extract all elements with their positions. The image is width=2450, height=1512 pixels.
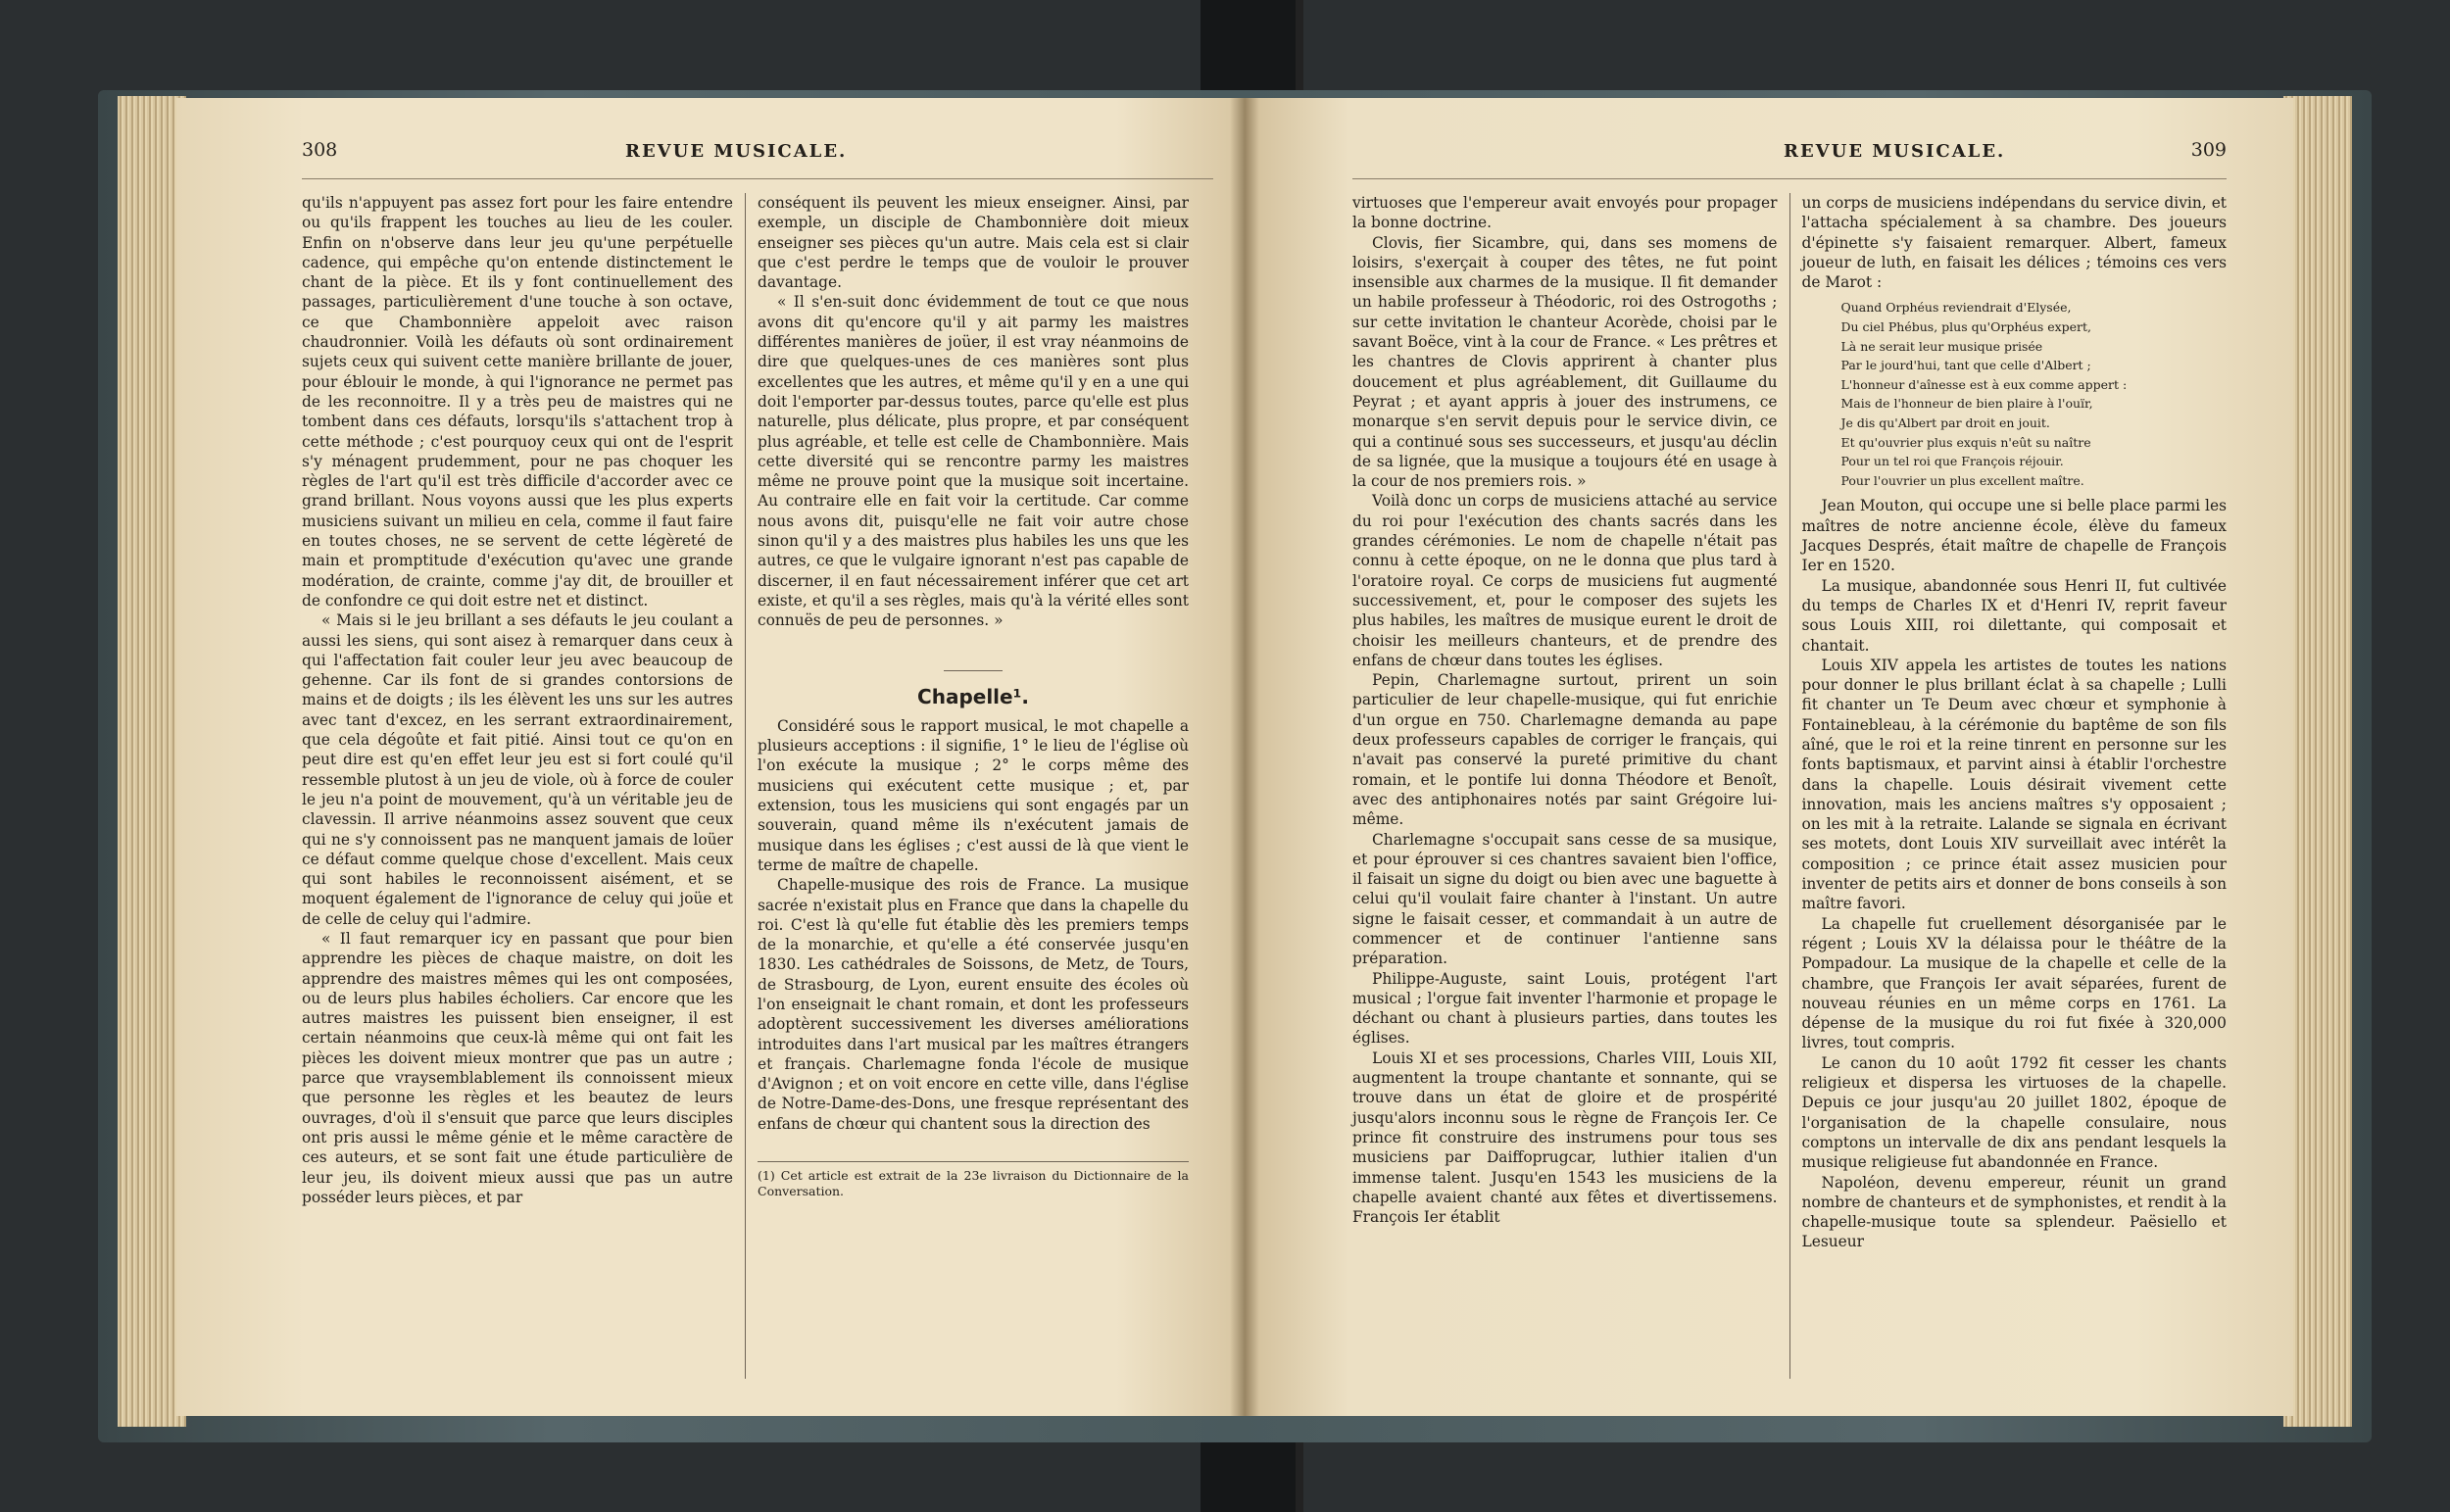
column-rule xyxy=(1789,193,1790,1379)
poem-line: Et qu'ouvrier plus exquis n'eût su naître xyxy=(1840,434,2091,450)
paragraph: conséquent ils peuvent les mieux enseigner. Ainsi, par exemple, un disciple de Chambonnière doit mieux enseigner ses pièces qu'un autre. Mais cela est si clair que c'est perdre le temps que de vouloir le prouver davantage. xyxy=(758,194,1189,292)
poem-line: Là ne serait leur musique prisée xyxy=(1840,338,2043,354)
paragraph: Voilà donc un corps de musiciens attaché au service du roi pour l'exécution des chants sacrés dans les grandes cérémonies. Le nom de chapelle n'était pas connu à cette époque, on ne le donna que plus tard à l'oratoire royal. Ce corps de musiciens fut augmenté successivement, et, pour le composer des sujets les plus habiles, les maîtres de musique eurent le droit de choisir les meilleurs chanteurs, et de prendre des enfans de chœur dans toutes les églises. xyxy=(1352,492,1778,669)
column-left xyxy=(302,193,733,1379)
page-number: 308 xyxy=(302,139,338,161)
paragraph: La chapelle fut cruellement désorganisée par le régent ; Louis XV la délaissa pour le théâtre de la Pompadour. La musique de la chapelle et celle de la chambre, que François Ier avait séparées, furent de nouveau réunies en un même corps en 1761. La dépense de la musique du roi fut fixée à 320,000 livres, tout compris. xyxy=(1801,914,2227,1052)
section-title: Chapelle¹. xyxy=(917,684,1029,708)
running-title: REVUE MUSICALE. xyxy=(625,141,848,162)
column-right xyxy=(758,193,1189,1379)
paragraph: Charlemagne s'occupait sans cesse de sa musique, et pour éprouver si ces chantres savaient bien l'office, il faisait un signe du doigt ou bien avec une baguette à celui qu'il voulait faire chanter à l'instant. Un autre signe le faisait cesser, et commandait à un autre de commencer et de continuer l'antienne sans préparation. xyxy=(1352,830,1778,968)
poem-line: Mais de l'honneur de bien plaire à l'ouïr, xyxy=(1840,396,2093,412)
paragraph: Louis XIV appela les artistes de toutes les nations pour donner le plus brillant éclat à sa chapelle ; Lulli fit chanter un Te Deum avec chœur et symphonie à Fontainebleau, à la cérémonie du baptême de son fils aîné, que le roi et la reine tinrent en personne sur les fonts baptismaux, et parvint ainsi à établir l'orchestre dans la chapelle. Louis désirait vivement cette innovation, mais les anciens maîtres s'y opposaient ; on les mit à la retraite. Lalande se signala en écrivant ses motets, dont Louis XIV surveillait avec intérêt la composition ; ce prince était assez musicien pour inventer de petits airs et donner de bons conseils à son maître favori. xyxy=(1801,656,2227,913)
paragraph: virtuoses que l'empereur avait envoyés pour propager la bonne doctrine. xyxy=(1352,194,1778,232)
column-rule xyxy=(745,193,746,1379)
paragraph: Jean Mouton, qui occupe une si belle place parmi les maîtres de notre ancienne école, élève du fameux Jacques Després, était maître de chapelle de François Ier en 1520. xyxy=(1801,497,2227,575)
poem-line: Quand Orphéus reviendrait d'Elysée, xyxy=(1840,300,2072,316)
section-separator xyxy=(944,670,1003,671)
paragraph: Pepin, Charlemagne surtout, prirent un soin particulier de leur chapelle-musique, qui fut enrichie d'un orgue en 750. Charlemagne demanda au pape deux professeurs capables de corriger le français, qui n'avait pas conservé la pureté primitive du chant romain, et le pontife lui donna Théodore et Benoît, avec des antiphonaires notés par saint Grégoire lui-même. xyxy=(1352,671,1778,829)
poem-line: Pour l'ouvrier un plus excellent maître. xyxy=(1840,472,2084,488)
footnote: (1) Cet article est extrait de la 23e livraison du Dictionnaire de la Conversation. xyxy=(758,1161,1189,1199)
page-number: 309 xyxy=(2190,139,2227,161)
right-page xyxy=(1245,98,2293,1416)
paragraph: Napoléon, devenu empereur, réunit un grand nombre de chanteurs et de symphonistes, et rendit à la chapelle-musique toute sa splendeur. Paësiello et Lesueur xyxy=(1801,1173,2227,1251)
paragraph: « Il faut remarquer icy en passant que pour bien apprendre les pièces de chaque maistre, on doit les apprendre des maistres mêmes qui les ont composées, ou de leurs plus habiles écholiers. Car encore que les autres maistres les puissent bien enseigner, il est certain néanmoins que ceux-là même qui ont fait les pièces les doivent mieux montrer que pas un autre ; parce que vraysemblablement ils connoissent mieux que personne les règles et les beautez de leurs ouvrages, d'où il s'ensuit que parce que leurs disciples ont pris aussi le même génie et le même caractère de ces auteurs, et se sont fait une étude particulière de leur jeu, ils doivent mieux aussi que pas un autre posséder leurs pièces, et par xyxy=(302,929,733,1206)
paragraph: Chapelle-musique des rois de France. La musique sacrée n'existait plus en France que dans la chapelle du roi. C'est là qu'elle fut établie dès les premiers temps de la monarchie, et qu'elle a été conservée jusqu'en 1830. Les cathédrales de Soissons, de Metz, de Tours, de Strasbourg, de Lyon, eurent ensuite des écoles où l'on enseignait le chant romain, et dont les professeurs adoptèrent successivement les diverses améliorations introduites dans l'art musical par les maîtres étrangers et français. Charlemagne fonda l'école de musique d'Avignon ; et on voit encore en cette ville, dans l'église de Notre-Dame-des-Dons, une fresque représentant des enfans de chœur qui chantent sous la direction des xyxy=(758,876,1189,1133)
column-left xyxy=(1352,193,1778,1379)
poem-line: L'honneur d'aînesse est à eux comme appert : xyxy=(1840,376,2128,392)
text-columns xyxy=(1352,193,2227,1379)
paragraph: Philippe-Auguste, saint Louis, protégent l'art musical ; l'orgue fait inventer l'harmonie et propage le déchant ou chant à plusieurs parties, dans toutes les églises. xyxy=(1352,969,1778,1048)
poem xyxy=(1801,298,2227,490)
book-gutter-shadow xyxy=(1230,98,1259,1416)
left-page xyxy=(176,98,1245,1416)
paragraph: « Mais si le jeu brillant a ses défauts le jeu coulant a aussi les siens, qui sont aisez à remarquer dans ceux à qui l'affectation fait couler leur jeu avec beaucoup de gehenne. Car ils font de si grandes contorsions de mains et de doigts ; ils les élèvent les uns sur les autres avec tant d'excez, en les serrant extraordinairement, que cela dégoûte et fait pitié. Ainsi tout ce qu'on en peut dire est qu'en effet leur jeu est si fort coulé qu'il ressemble plutost à un jeu de viole, où à force de couler le jeu n'a point de mouvement, qu'à un véritable jeu de clavessin. Il arrive néanmoins assez souvent que ceux qui ne s'y connoissent pas ne manquent jamais de loüer ce défaut comme quelque chose d'excellent. Mais ceux qui sont habiles le reconnoissent aisément, et se moquent également de l'ignorance de celuy qui joüe et de celle de celuy qui l'admire. xyxy=(302,611,733,928)
paragraph: Le canon du 10 août 1792 fit cesser les chants religieux et dispersa les virtuoses de la chapelle. Depuis ce jour jusqu'au 20 juillet 1802, époque de l'organisation de la chapelle consulaire, nous comptons un intervalle de dix ans pendant lesquels la musique religieuse fut abandonnée en France. xyxy=(1801,1053,2227,1172)
paragraph: Considéré sous le rapport musical, le mot chapelle a plusieurs acceptions : il signifie, 1° le lieu de l'église où l'on exécute la musique ; 2° le corps même des musiciens qui exécutent cette musique ; et, par extension, tous les musiciens qui sont engagés par un souverain, quand même ils n'exécutent jamais de musique dans les églises ; c'est aussi de là que vient le terme de maître de chapelle. xyxy=(758,716,1189,874)
column-right xyxy=(1801,193,2227,1379)
poem-line: Pour un tel roi que François réjouir. xyxy=(1840,454,2064,469)
paragraph: « Il s'en-suit donc évidemment de tout ce que nous avons dit qu'encore qu'il y ait parmy les maistres différentes manières de joüer, il est vray néanmoins de dire que quelques-unes de ces manières sont plus excellentes que les autres, et même qu'il y en a une qui doit l'emporter par-dessus toutes, parce qu'elle est plus naturelle, plus délicate, plus propre, et par conséquent plus agréable, et telle est celle de Chambonnière. Mais cette diversité qui se rencontre parmy les maistres même ne prouve point que la musique soit incertaine. Au contraire elle en fait voir la certitude. Car comme nous avons dit, puisqu'elle ne fait voir autre chose sinon qu'il y a des maistres plus habiles les uns que les autres, ce que le vulgaire ignorant n'est pas capable de discerner, il en faut nécessairement inférer que cet art existe, et qu'il a ses règles, mais qu'à la vérité elles sont connuës de peu de personnes. » xyxy=(758,293,1189,630)
paragraph: un corps de musiciens indépendans du service divin, et l'attacha spécialement à sa chambre. Des joueurs d'épinette s'y faisaient remarquer. Albert, fameux joueur de luth, en faisait les délices ; témoins ces vers de Marot : xyxy=(1801,194,2227,292)
poem-line: Par le jourd'hui, tant que celle d'Albert ; xyxy=(1840,358,2091,373)
text-columns xyxy=(302,193,1213,1379)
paragraph: La musique, abandonnée sous Henri II, fut cultivée du temps de Charles IX et d'Henri IV, reprit faveur sous Louis XIII, roi dilettante, qui composait et chantait. xyxy=(1801,576,2227,655)
running-title: REVUE MUSICALE. xyxy=(1784,141,2006,162)
poem-line: Je dis qu'Albert par droit en jouit. xyxy=(1840,415,2050,431)
page-header xyxy=(302,139,1213,179)
paragraph: Louis XI et ses processions, Charles VIII, Louis XII, augmentent la troupe chantante et sonnante, qui se trouve dans un état de gloire et de prospérité jusqu'alors inconnu sous le règne de François Ier. Ce prince fit construire des instrumens pour tous ses musiciens par Daiffoprugcar, luthier italien d'un immense talent. Jusqu'en 1543 les musiciens de la chapelle avaient chanté aux fêtes et divertissemens. François Ier établit xyxy=(1352,1049,1778,1227)
paragraph: Clovis, fier Sicambre, qui, dans ses momens de loisirs, s'exerçait à couper des têtes, ne fut point insensible aux charmes de la musique. Il fit demander un habile professeur à Théodoric, roi des Ostrogoths ; sur cette invitation le chanteur Acorède, choisi par le savant Boëce, vint à la cour de France. « Les prêtres et les chantres de Clovis apprirent à chanter plus doucement et plus agréablement, dit Guillaume du Peyrat ; et ayant appris à jouer des instrumens, ce monarque s'en servit depuis pour le service divin, ce qui a continué sous ses successeurs, et jusqu'au déclin de sa lignée, que la musique a toujours été en usage à la cour de nos premiers rois. » xyxy=(1352,233,1778,491)
page-header xyxy=(1352,139,2227,179)
poem-line: Du ciel Phébus, plus qu'Orphéus expert, xyxy=(1840,319,2092,335)
paragraph: qu'ils n'appuyent pas assez fort pour les faire entendre ou qu'ils frappent les touches au lieu de les couler. Enfin on n'observe dans leur jeu qu'une perpétuelle cadence, qui empêche qu'on entende distinctement le chant de la pièce. Et ils y font continuellement des passages, particulièrement d'une touche à son octave, ce que Chambonnière appeloit avec raison chaudronnier. Voilà les défauts où sont ordinairement sujets ceux qui suivent cette manière brillante de jouer, pour éblouir le monde, à qui l'ignorance ne permet pas de les reconnoitre. Il y a très peu de maistres qui ne tombent dans ces défauts, lorsqu'ils s'attachent trop à cette méthode ; c'est pourquoy ceux qui ont de l'esprit s'y ménagent prudemment, pour ne pas choquer les règles de l'art qu'il est très difficile d'accorder avec ce grand brillant. Nous voyons aussi que les plus experts musiciens suivant un milieu en cela, comme il faut faire en toutes choses, ne se servent de cette légèreté de main et promptitude d'exécution qu'avec une grande modération, de crainte, comme j'ay dit, de brouiller et de confondre ce qui doit estre net et distinct. xyxy=(302,194,733,610)
page-edges-right xyxy=(2283,96,2352,1427)
